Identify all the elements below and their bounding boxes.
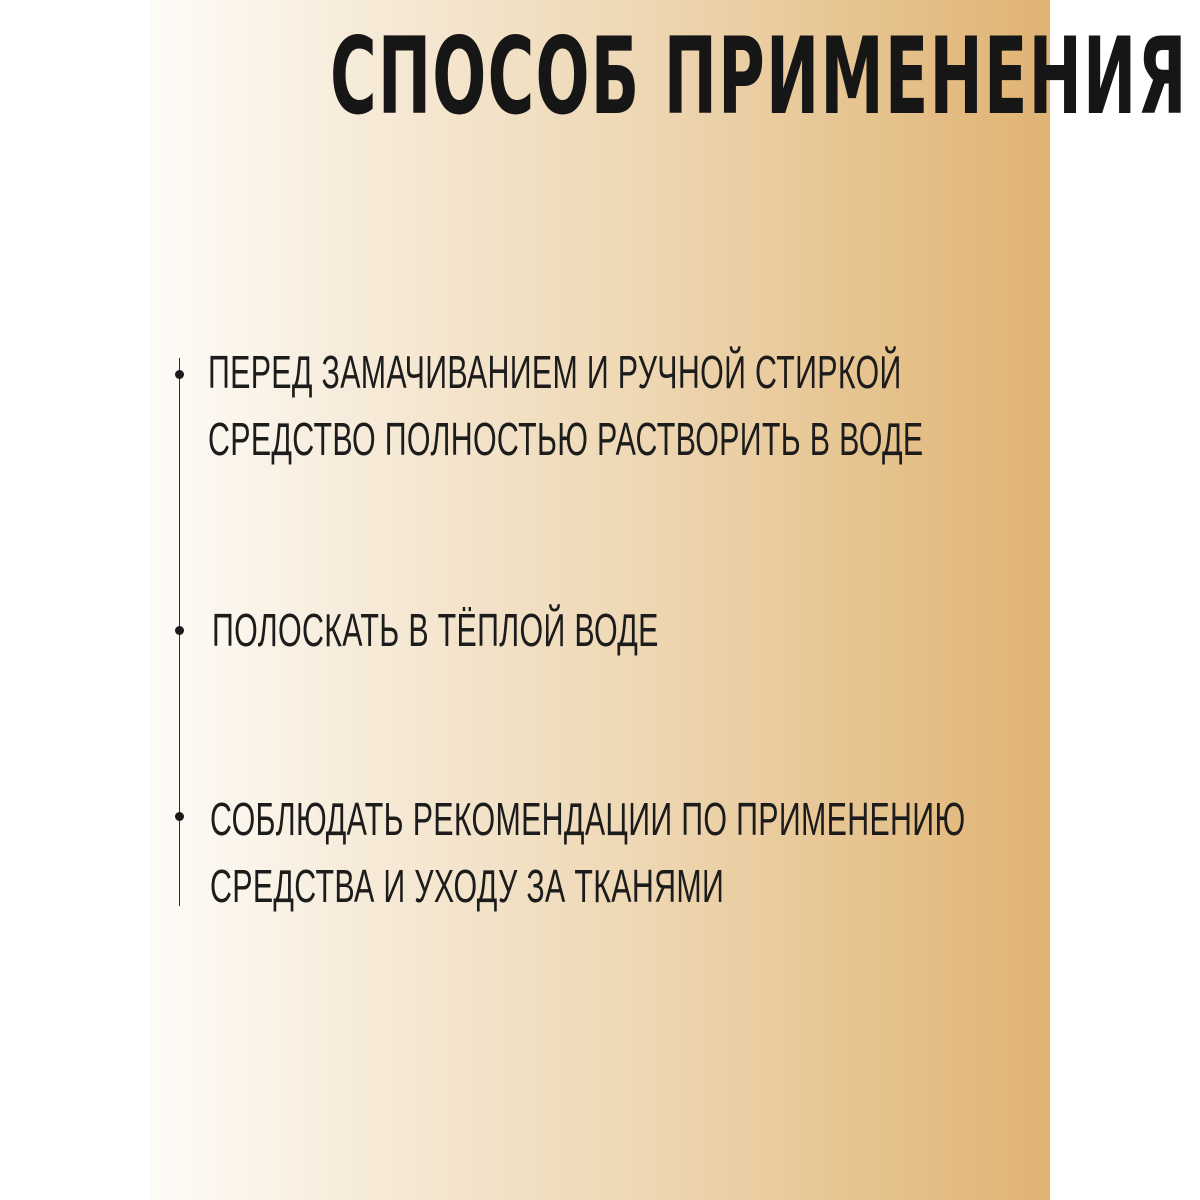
bullet-dot-3 (175, 812, 184, 821)
step-3-text (210, 786, 965, 920)
step-2-line-1: ПОЛОСКАТЬ В ТЁПЛОЙ ВОДЕ (212, 604, 659, 656)
step-1-text (208, 339, 923, 473)
step-2-text (212, 597, 659, 664)
bullet-dot-2 (175, 626, 184, 635)
step-3-line-1: СОБЛЮДАТЬ РЕКОМЕНДАЦИИ ПО ПРИМЕНЕНИЮ (210, 793, 966, 845)
step-3-line-2: СРЕДСТВА И УХОДУ ЗА ТКАНЯМИ (210, 860, 725, 912)
step-1-line-2: СРЕДСТВО ПОЛНОСТЬЮ РАСТВОРИТЬ В ВОДЕ (208, 413, 924, 465)
page-title: СПОСОБ ПРИМЕНЕНИЯ (330, 15, 1188, 138)
bullet-dot-1 (175, 370, 184, 379)
step-1-line-1: ПЕРЕД ЗАМАЧИВАНИЕМ И РУЧНОЙ СТИРКОЙ (208, 346, 902, 398)
